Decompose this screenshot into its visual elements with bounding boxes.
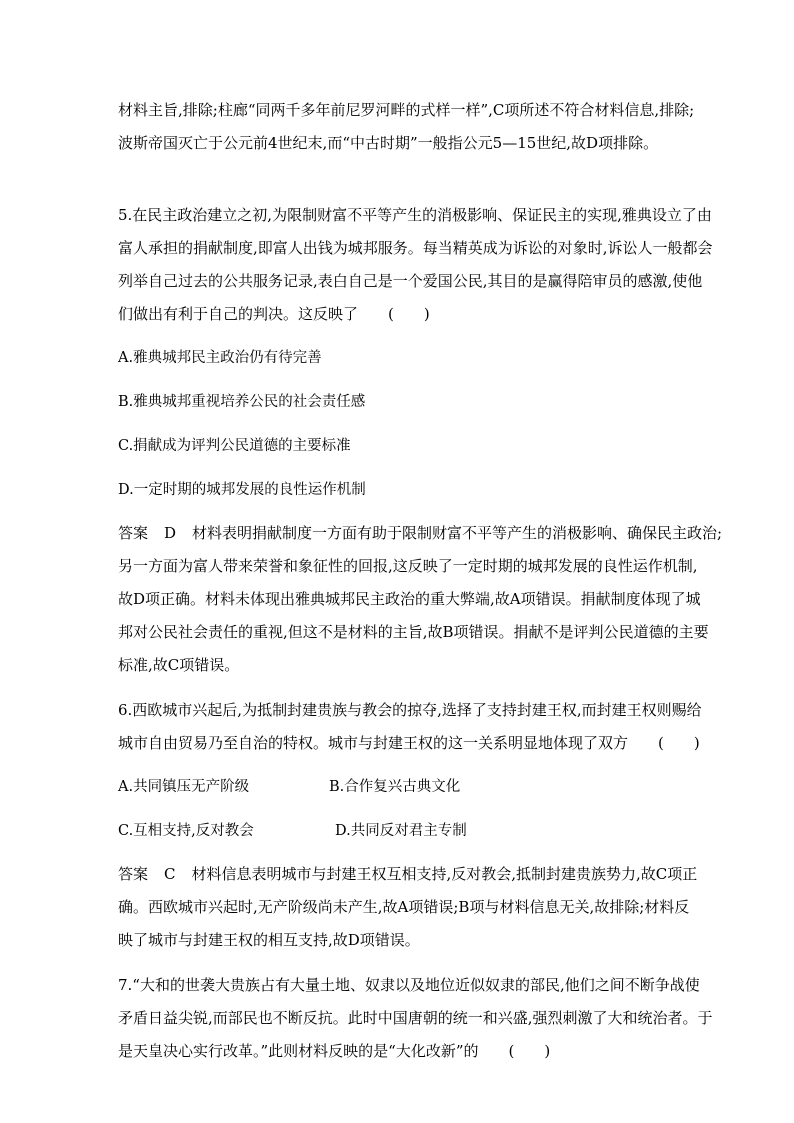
q5-answer-line-3: 故D项正确。材料未体现出雅典城邦民主政治的重大弊端,故A项错误。捐献制度体现了城	[118, 590, 701, 608]
q7-stem-line-2: 矛盾日益尖锐,而部民也不断反抗。此时中国唐朝的统一和兴盛,强烈刺激了大和统治者。于	[118, 1009, 713, 1027]
q5-answer-letter: D	[164, 524, 177, 542]
q5-stem-line-2: 富人承担的捐献制度,即富人出钱为城邦服务。每当精英成为诉讼的对象时,诉讼人一般都会	[118, 239, 713, 257]
q6-answer-letter: C	[164, 865, 176, 883]
q6-answer-line-1	[118, 863, 698, 885]
q6-option-a: A.共同镇压无产阶级	[118, 779, 250, 795]
q6-option-c: C.互相支持,反对教会	[118, 823, 254, 839]
q5-answer-line-2: 另一方面为富人带来荣誉和象征性的回报,这反映了一定时期的城邦发展的良性运作机制,	[118, 557, 698, 575]
q5-stem-line-3: 列举自己过去的公共服务记录,表白自己是一个爱国公民,其目的是赢得陪审员的感激,使他	[118, 272, 703, 290]
q5-stem-line-1: 5.在民主政治建立之初,为限制财富不平等产生的消极影响、保证民主的实现,雅典设立了由	[118, 206, 712, 224]
q6-answer-label: 答案	[118, 865, 149, 883]
q6-stem-line-1: 6.西欧城市兴起后,为抵制封建贵族与教会的掠夺,选择了支持封建王权,而封建王权则赐给	[118, 701, 702, 719]
q7-stem-line-1: 7.“大和的世袭大贵族占有大量土地、奴隶以及地位近似奴隶的部民,他们之间不断争战使	[118, 976, 700, 994]
q6-option-b: B.合作复兴古典文化	[329, 779, 461, 795]
q5-answer-line-4: 邦对公民社会责任的重视,但这不是材料的主旨,故B项错误。捐献不是评判公民道德的主要	[118, 623, 709, 641]
q5-answer-text-1: 材料表明捐献制度一方面有助于限制财富不平等产生的消极影响、确保民主政治;	[192, 524, 723, 542]
q5-option-d: D.一定时期的城邦发展的良性运作机制	[118, 482, 366, 498]
q5-option-a: A.雅典城邦民主政治仍有待完善	[118, 350, 322, 366]
q6-answer-line-2: 确。西欧城市兴起时,无产阶级尚未产生,故A项错误;B项与材料信息无关,故排除;材料反	[118, 898, 690, 916]
q5-answer-line-1	[118, 522, 723, 544]
q5-answer-label: 答案	[118, 524, 149, 542]
q5-answer-line-5: 标准,故C项错误。	[118, 656, 240, 674]
intro-line-2: 波斯帝国灭亡于公元前4世纪末,而“中古时期”一般指公元5—15世纪,故D项排除。	[118, 134, 659, 152]
q6-answer-line-3: 映了城市与封建王权的相互支持,故D项错误。	[118, 931, 420, 949]
q5-option-b: B.雅典城邦重视培养公民的社会责任感	[118, 394, 366, 410]
q6-option-d: D.共同反对君主专制	[335, 823, 467, 839]
q6-answer-text-1: 材料信息表明城市与封建王权互相支持,反对教会,抵制封建贵族势力,故C项正	[191, 865, 698, 883]
q5-stem-line-4: 们做出有利于自己的判决。这反映了 ( )	[118, 305, 430, 323]
q7-stem-line-3: 是天皇决心实行改革。”此则材料反映的是“大化改新”的 ( )	[118, 1042, 551, 1060]
q6-stem-line-2: 城市自由贸易乃至自治的特权。城市与封建王权的这一关系明显地体现了双方 ( )	[118, 734, 700, 752]
intro-line-1: 材料主旨,排除;柱廊“同两千多年前尼罗河畔的式样一样”,C项所述不符合材料信息,排除;	[118, 101, 695, 119]
q5-option-c: C.捐献成为评判公民道德的主要标准	[118, 438, 351, 454]
